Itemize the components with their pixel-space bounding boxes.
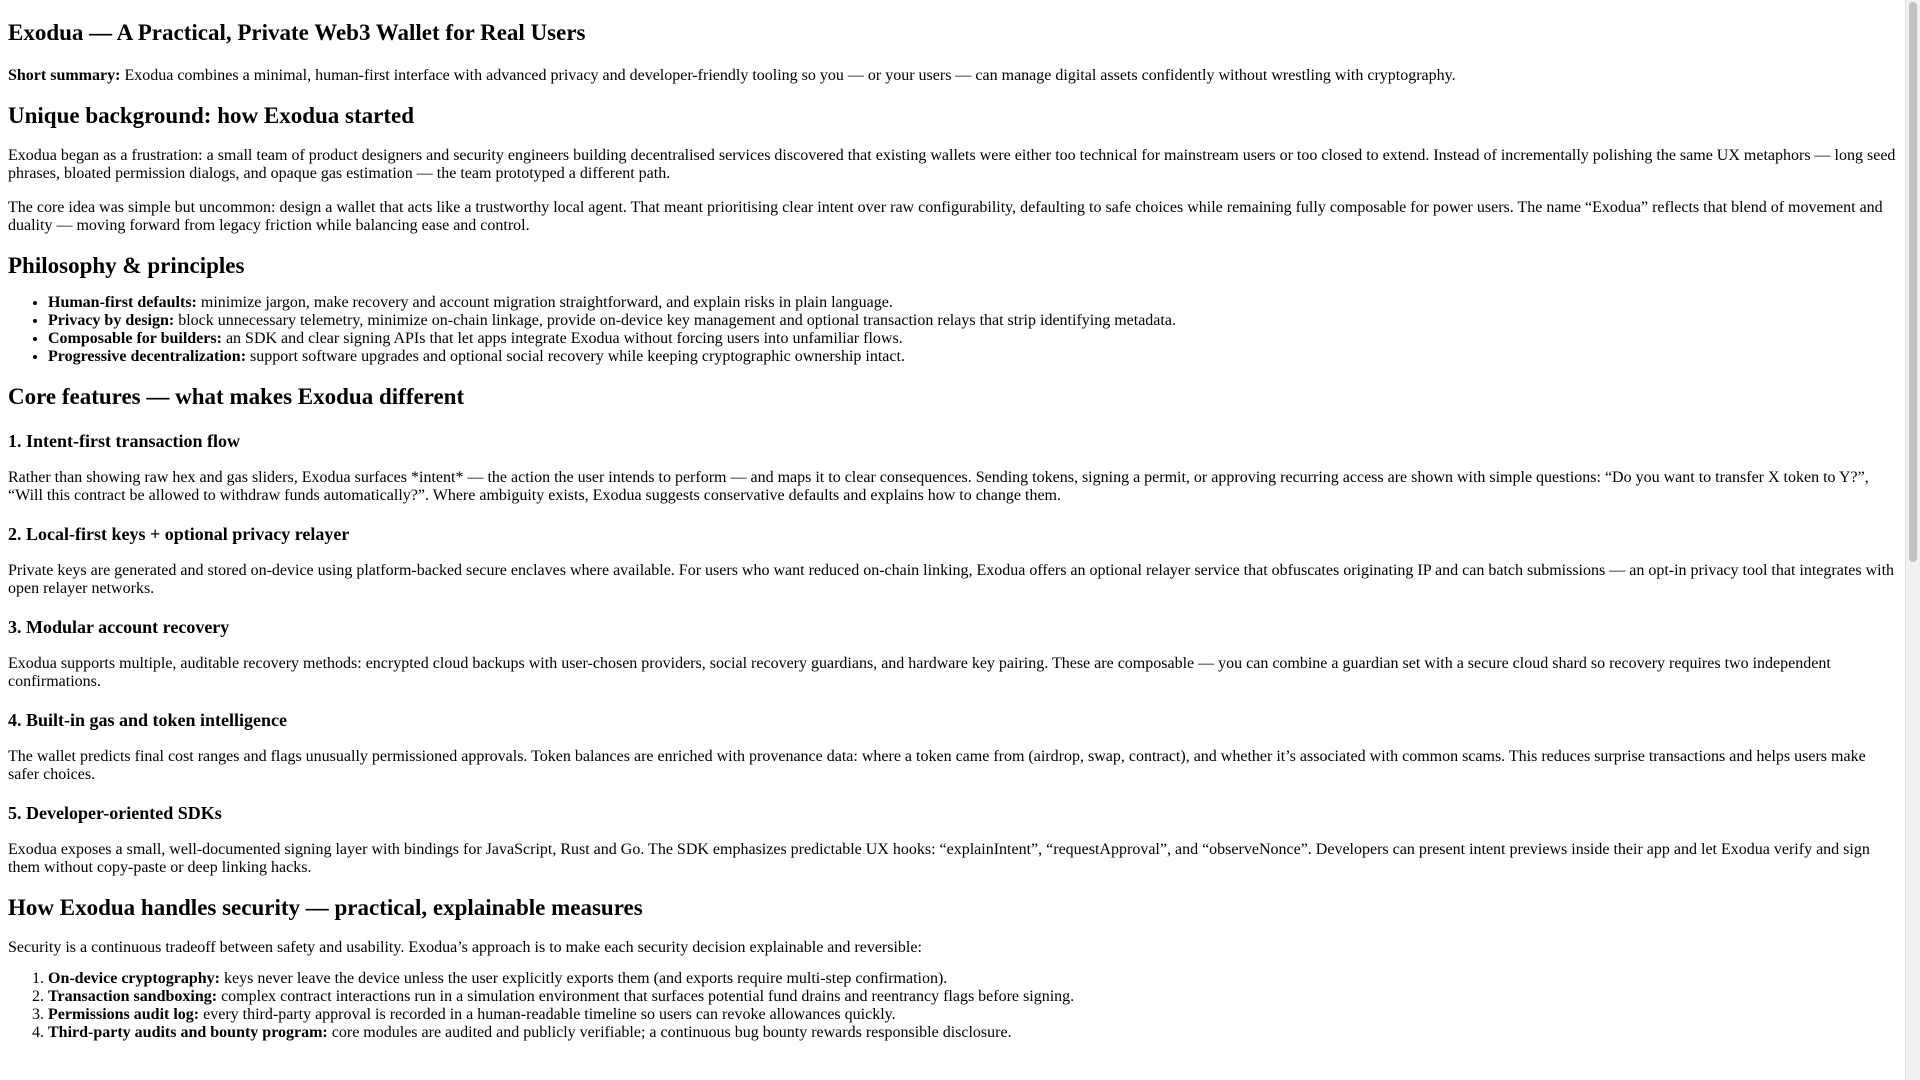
list-item-label: Composable for builders:: [48, 330, 222, 347]
feature-heading-3: 3. Modular account recovery: [8, 617, 230, 637]
list-item: [48, 988, 1897, 1006]
list-item: [48, 970, 1897, 988]
background-heading: Unique background: how Exodua started: [8, 103, 415, 128]
background-paragraph-2: The core idea was simple but uncommon: design a wallet that acts like a trustworthy local agent. That meant prioritising clear intent over raw configurability, defaulting to safe choices while remaining fully composable for power users. The name “Exodua” reflects that blend of movement and duality — moving forward from legacy friction while balancing ease and control.: [8, 199, 1883, 234]
summary-label: Short summary:: [8, 67, 121, 84]
philosophy-list: [8, 294, 1897, 366]
list-item-label: Permissions audit log:: [48, 1006, 200, 1023]
list-item-label: On-device cryptography:: [48, 970, 220, 987]
feature-paragraph-4: The wallet predicts final cost ranges and flags unusually permissioned approvals. Token balances are enriched with provenance data: where a token came from (airdrop, swap, contract), and whether it’s associated with common scams. This reduces surprise transactions and helps users make safer choices.: [8, 748, 1866, 783]
feature-heading-2: 2. Local-first keys + optional privacy relayer: [8, 524, 350, 544]
scrollbar-thumb[interactable]: [1909, 2, 1917, 562]
feature-paragraph-1: Rather than showing raw hex and gas sliders, Exodua surfaces *intent* — the action the user intends to perform — and maps it to clear consequences. Sending tokens, signing a permit, or approving recurring access are shown with simple questions: “Do you want to transfer X token to Y?”, “Will this contract be allowed to withdraw funds automatically?”. Where ambiguity exists, Exodua suggests conservative defaults and explains how to change them.: [8, 469, 1869, 504]
list-item-text: keys never leave the device unless the user explicitly exports them (and exports require multi-step confirmation).: [219, 970, 948, 987]
list-item-text: block unnecessary telemetry, minimize on-chain linkage, provide on-device key management and optional transaction relays that strip identifying metadata.: [174, 312, 1176, 329]
philosophy-heading: Philosophy & principles: [8, 253, 245, 278]
list-item-label: Progressive decentralization:: [48, 348, 247, 365]
summary-paragraph: [8, 67, 1897, 85]
feature-heading-5: 5. Developer-oriented SDKs: [8, 803, 222, 823]
summary-text: Exodua combines a minimal, human-first interface with advanced privacy and developer-friendly tooling so you — or your users — can manage digital assets confidently without wrestling with cryptography.: [120, 67, 1456, 84]
feature-heading-1: 1. Intent-first transaction flow: [8, 431, 240, 451]
page-title: Exodua — A Practical, Private Web3 Wallet for Real Users: [8, 20, 586, 45]
list-item-label: Transaction sandboxing:: [48, 988, 218, 1005]
feature-paragraph-2: Private keys are generated and stored on-device using platform-backed secure enclaves where available. For users who want reduced on-chain linking, Exodua offers an optional relayer service that obfuscates originating IP and can batch submissions — an opt-in privacy tool that integrates with open relayer networks.: [8, 562, 1895, 597]
list-item: [48, 330, 1897, 348]
article: [0, 18, 1905, 1042]
background-paragraph-1: Exodua began as a frustration: a small team of product designers and security engineers building decentralised services discovered that existing wallets were either too technical for mainstream users or too closed to extend. Instead of incrementally polishing the same UX metaphors — long seed phrases, bloated permission dialogs, and opaque gas estimation — the team prototyped a different path.: [8, 147, 1896, 182]
list-item-text: an SDK and clear signing APIs that let apps integrate Exodua without forcing users into unfamiliar flows.: [221, 330, 903, 347]
list-item: [48, 1006, 1897, 1024]
security-intro: Security is a continuous tradeoff between safety and usability. Exodua’s approach is to make each security decision explainable and reversible:: [8, 939, 922, 956]
list-item: [48, 294, 1897, 312]
list-item-text: every third-party approval is recorded in a human-readable timeline so users can revoke allowances quickly.: [199, 1006, 896, 1023]
features-heading: Core features — what makes Exodua different: [8, 384, 465, 409]
feature-heading-4: 4. Built-in gas and token intelligence: [8, 710, 288, 730]
list-item: [48, 1024, 1897, 1042]
vertical-scrollbar[interactable]: [1905, 0, 1920, 1080]
list-item-label: Third-party audits and bounty program:: [48, 1024, 328, 1041]
list-item-text: minimize jargon, make recovery and account migration straightforward, and explain risks in plain language.: [196, 294, 893, 311]
feature-paragraph-3: Exodua supports multiple, auditable recovery methods: encrypted cloud backups with user-chosen providers, social recovery guardians, and hardware key pairing. These are composable — you can combine a guardian set with a secure cloud shard so recovery requires two independent confirmations.: [8, 655, 1831, 690]
list-item: [48, 348, 1897, 366]
list-item-text: core modules are audited and publicly verifiable; a continuous bug bounty rewards responsible disclosure.: [327, 1024, 1012, 1041]
feature-paragraph-5: Exodua exposes a small, well-documented signing layer with bindings for JavaScript, Rust and Go. The SDK emphasizes predictable UX hooks: “explainIntent”, “requestApproval”, and “observeNonce”. Developers can present intent previews inside their app and let Exodua verify and sign them without copy-paste or deep linking hacks.: [8, 841, 1870, 876]
list-item-text: complex contract interactions run in a simulation environment that surfaces potential fund drains and reentrancy flags before signing.: [217, 988, 1075, 1005]
security-heading: How Exodua handles security — practical, explainable measures: [8, 895, 643, 920]
list-item-label: Human-first defaults:: [48, 294, 197, 311]
security-list: [8, 970, 1897, 1042]
list-item-text: support software upgrades and optional social recovery while keeping cryptographic ownership intact.: [246, 348, 905, 365]
list-item: [48, 312, 1897, 330]
list-item-label: Privacy by design:: [48, 312, 175, 329]
